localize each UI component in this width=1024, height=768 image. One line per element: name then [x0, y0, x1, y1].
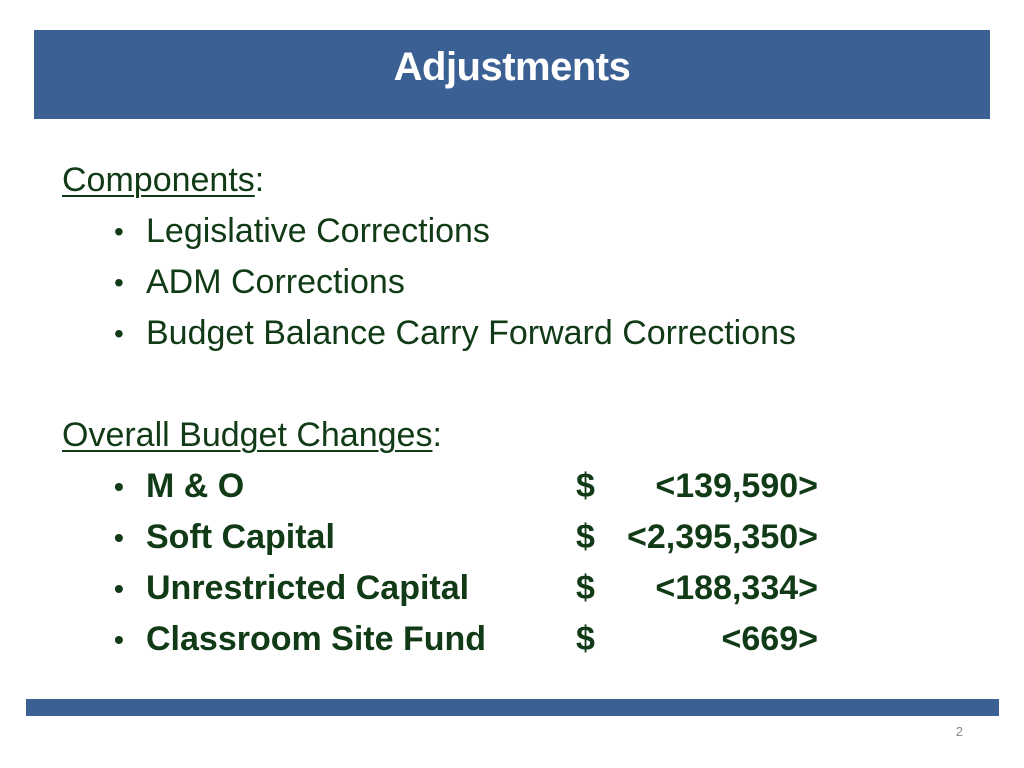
changes-heading-text: Overall Budget Changes — [62, 416, 433, 454]
list-item — [114, 257, 818, 308]
changes-heading-colon: : — [432, 416, 442, 454]
change-amount: <669> — [721, 620, 818, 658]
change-name: Unrestricted Capital — [146, 569, 470, 607]
changes-list — [62, 461, 818, 665]
spacer — [62, 359, 818, 410]
page-number: 2 — [955, 724, 963, 739]
change-currency: $ — [576, 518, 595, 556]
list-item — [114, 308, 818, 359]
slide-content — [62, 155, 818, 665]
change-name: Soft Capital — [146, 518, 335, 556]
title-bar — [34, 30, 990, 119]
slide-title: Adjustments — [393, 45, 631, 89]
change-amount: <2,395,350> — [627, 518, 818, 556]
list-item — [114, 206, 818, 257]
bullet-icon: • — [114, 216, 124, 247]
list-item — [114, 614, 818, 665]
list-item — [114, 461, 818, 512]
change-currency: $ — [576, 620, 595, 658]
footer-bar — [26, 699, 999, 716]
list-item — [114, 563, 818, 614]
bullet-icon: • — [114, 267, 124, 298]
components-heading — [62, 155, 818, 206]
bullet-icon: • — [114, 522, 124, 553]
change-currency: $ — [576, 467, 595, 505]
list-item — [114, 512, 818, 563]
component-label: Legislative Corrections — [146, 212, 490, 250]
change-amount: <188,334> — [655, 569, 818, 607]
component-label: ADM Corrections — [146, 263, 405, 301]
bullet-icon: • — [114, 318, 124, 349]
component-label: Budget Balance Carry Forward Corrections — [146, 314, 797, 352]
changes-heading — [62, 410, 818, 461]
change-amount: <139,590> — [655, 467, 818, 505]
components-heading-text: Components — [62, 161, 255, 199]
change-name: M & O — [146, 467, 245, 505]
change-currency: $ — [576, 569, 595, 607]
bullet-icon: • — [114, 624, 124, 655]
bullet-icon: • — [114, 573, 124, 604]
components-list — [62, 206, 818, 359]
components-heading-colon: : — [254, 161, 265, 199]
bullet-icon: • — [114, 471, 124, 502]
change-name: Classroom Site Fund — [146, 620, 487, 658]
